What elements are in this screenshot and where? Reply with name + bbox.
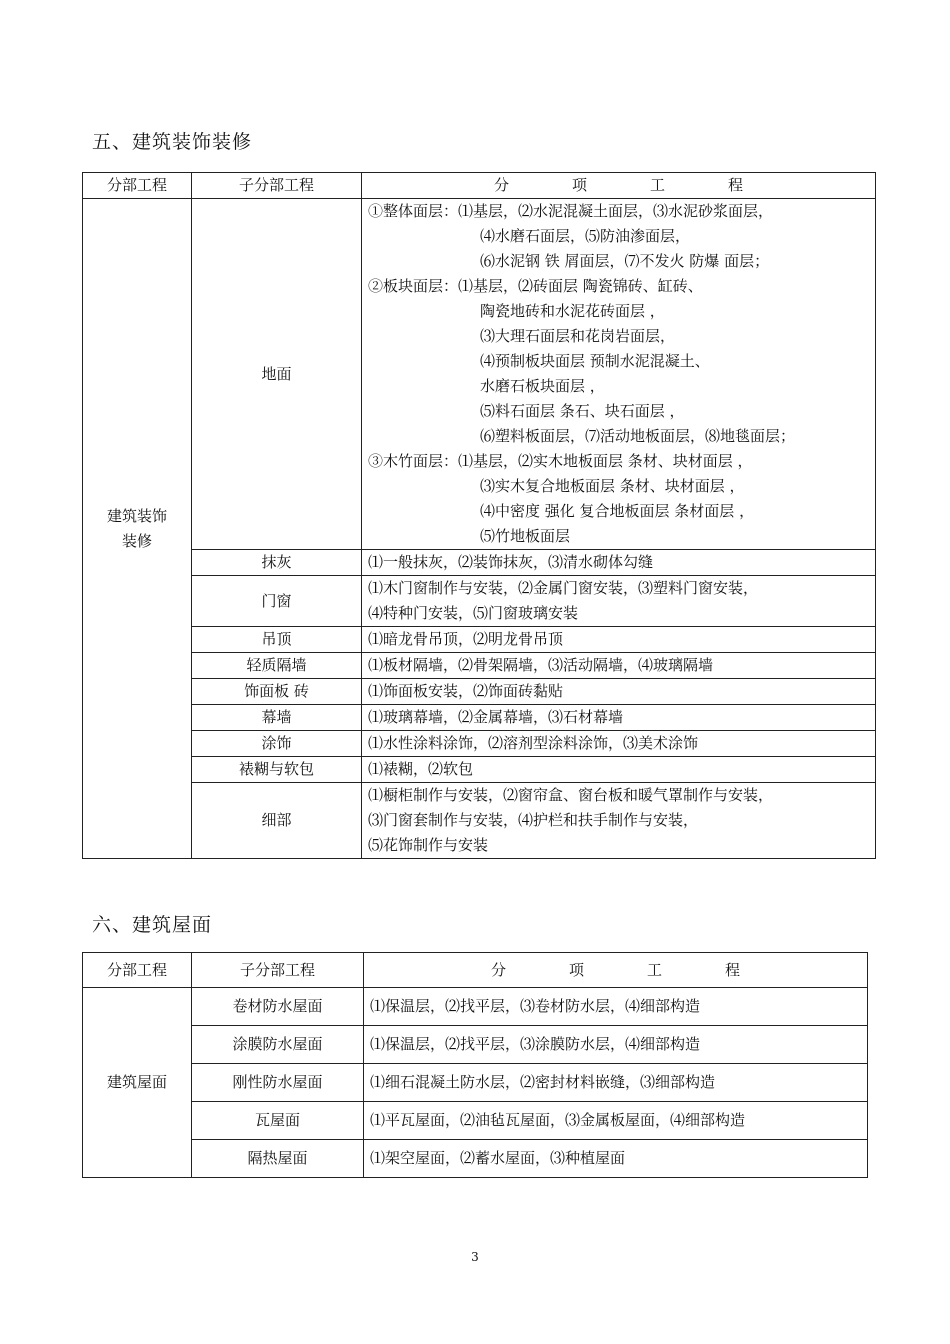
items-cell: ⑴暗龙骨吊顶，⑵明龙骨吊顶	[362, 627, 876, 653]
items-cell: ⑴玻璃幕墙，⑵金属幕墙，⑶石材幕墙	[362, 705, 876, 731]
section-title-roof: 六、建筑屋面	[92, 914, 213, 936]
page-number: 3	[471, 1250, 479, 1264]
division-cell: 建筑装饰 装修	[83, 199, 192, 859]
items-cell: ⑴板材隔墙，⑵骨架隔墙，⑶活动隔墙，⑷玻璃隔墙	[362, 653, 876, 679]
items-cell: ⑴橱柜制作与安装，⑵窗帘盒、窗台板和暖气罩制作与安装， ⑶门窗套制作与安装，⑷护栏和扶手制作与安装， ⑸花饰制作与安装	[362, 783, 876, 859]
subdivision-cell: 刚性防水屋面	[192, 1064, 364, 1102]
items-cell: ⑴平瓦屋面，⑵油毡瓦屋面，⑶金属板屋面，⑷细部构造	[364, 1102, 868, 1140]
items-cell: ⑴裱糊，⑵软包	[362, 757, 876, 783]
items-cell: ⑴架空屋面，⑵蓄水屋面，⑶种植屋面	[364, 1140, 868, 1178]
subdivision-cell: 抹灰	[192, 550, 362, 576]
section-title-decoration: 五、建筑装饰装修	[92, 131, 253, 153]
header-division: 分部工程	[83, 953, 192, 988]
items-cell: ⑴细石混凝土防水层，⑵密封材料嵌缝，⑶细部构造	[364, 1064, 868, 1102]
subdivision-cell: 轻质隔墙	[192, 653, 362, 679]
subdivision-cell: 地面	[192, 199, 362, 550]
header-items: 分 项 工 程	[362, 173, 876, 199]
items-cell: ⑴饰面板安装，⑵饰面砖黏贴	[362, 679, 876, 705]
header-items: 分 项 工 程	[364, 953, 868, 988]
subdivision-cell: 卷材防水屋面	[192, 988, 364, 1026]
subdivision-cell: 细部	[192, 783, 362, 859]
header-division: 分部工程	[83, 173, 192, 199]
items-cell: ⑴保温层，⑵找平层，⑶涂膜防水层，⑷细部构造	[364, 1026, 868, 1064]
subdivision-cell: 吊顶	[192, 627, 362, 653]
items-cell: ⑴水性涂料涂饰，⑵溶剂型涂料涂饰，⑶美术涂饰	[362, 731, 876, 757]
subdivision-cell: 裱糊与软包	[192, 757, 362, 783]
subdivision-cell: 涂饰	[192, 731, 362, 757]
items-cell: ⑴保温层，⑵找平层，⑶卷材防水层，⑷细部构造	[364, 988, 868, 1026]
subdivision-cell: 隔热屋面	[192, 1140, 364, 1178]
subdivision-cell: 涂膜防水屋面	[192, 1026, 364, 1064]
header-subdivision: 子分部工程	[192, 953, 364, 988]
subdivision-cell: 门窗	[192, 576, 362, 627]
decoration-table	[82, 172, 876, 859]
roof-table	[82, 952, 868, 1178]
subdivision-cell: 瓦屋面	[192, 1102, 364, 1140]
items-cell: ⑴一般抹灰，⑵装饰抹灰，⑶清水砌体勾缝	[362, 550, 876, 576]
header-subdivision: 子分部工程	[192, 173, 362, 199]
subdivision-cell: 幕墙	[192, 705, 362, 731]
subdivision-cell: 饰面板 砖	[192, 679, 362, 705]
items-cell: ①整体面层：⑴基层，⑵水泥混凝土面层，⑶水泥砂浆面层， ⑷水磨石面层，⑸防油渗面层， ⑹水泥钢 铁 屑面层，⑺不发火 防爆 面层； ②板块面层：⑴基层，⑵砖面层 陶瓷锦砖、缸砖、 陶瓷地砖和水泥花砖面层 ， ⑶大理石面层和花岗岩面层， ⑷预制板块面层 预制水泥混凝土、 水磨石板块面层 ， ⑸料石面层 条石、块石面层 ， ⑹塑料板面层，⑺活动地板面层，⑻地毯面层； ③木竹面层：⑴基层，⑵实木地板面层 条材、块材面层 ， ⑶实木复合地板面层 条材、块材面层 ， ⑷中密度 强化 复合地板面层 条材面层 ， ⑸竹地板面层	[362, 199, 876, 550]
division-cell: 建筑屋面	[83, 988, 192, 1178]
items-cell: ⑴木门窗制作与安装，⑵金属门窗安装，⑶塑料门窗安装， ⑷特种门安装，⑸门窗玻璃安装	[362, 576, 876, 627]
